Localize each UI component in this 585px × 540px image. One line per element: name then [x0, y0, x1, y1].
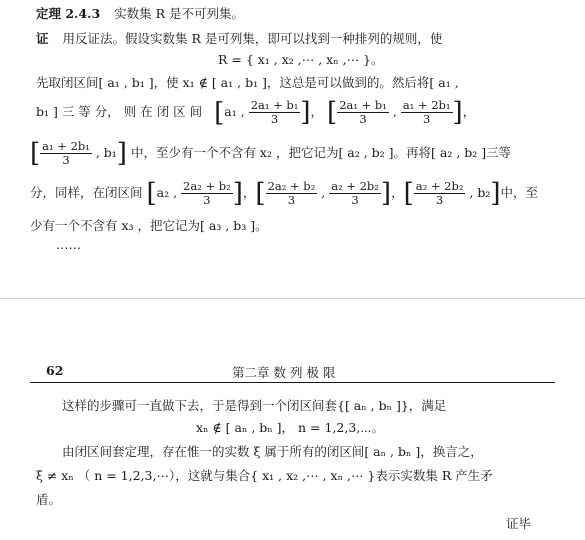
fraction-a2-2b2-b: $\frac{\text{a₂ + 2b₂}}{3}$ — [415, 179, 464, 207]
para-q4: ξ ≠ xₙ （ n = 1,2,3,⋯），这就与集合{ x₁ , x₂ ,⋯ , xₙ ,⋯ }表示实数集 R 产生矛 — [36, 468, 493, 483]
theorem-text: 实数集 R 是不可列集。 — [114, 6, 244, 21]
proof-text-1: 用反证法。假设实数集 R 是可列集，即可以找到一种排列的规则，使 — [62, 31, 443, 46]
chapter-header: 第二章 数 列 极 限 — [232, 365, 336, 380]
proof-line-5: 分，同样，在闭区间 [a₂ , $\frac{\text{2a₂ + b₂}}{3}$ ]，[ $\frac{\text{2a₂ + b₂}}{3}$ , $\frac{\text{a₂ + 2b₂}}{3}$ ]，[ $\frac{\text{a₂ + 2b₂}}{3}$ , b₂]中，至 — [30, 178, 539, 209]
theorem-line — [36, 6, 244, 22]
para-q5: 盾。 — [36, 492, 62, 507]
page-separator — [0, 298, 585, 299]
ellipsis: ⋯⋯ — [56, 240, 81, 255]
fraction-a2-2b2: $\frac{\text{a₂ + 2b₂}}{3}$ — [331, 179, 379, 207]
proof-text-5b: 中，至 — [500, 185, 539, 200]
fraction-2a1b1: $\frac{\text{2a₁ + b₁}}{3}$ — [339, 98, 387, 126]
proof-label: 证 — [36, 31, 49, 46]
proof-line-3: b₁ ] 三 等 分， 则 在 闭 区 间 [a₁ , $\frac{\text{2a₁ + b₁}}{3}$ ]， [ $\frac{\text{2a₁ + b₁}}{3}$ , $\frac{\text{a₁ + 2b₁}}{3}$ ]， — [36, 97, 476, 128]
para-q1: 这样的步骤可一直做下去，于是得到一个闭区间套{[ aₙ , bₙ ]}，满足 — [62, 398, 447, 413]
proof-line-2: 先取闭区间[ a₁ , b₁ ]，使 x₁ ∉ [ a₁ , b₁ ]，这总是可以做到的。然后将[ a₁ , — [36, 75, 459, 90]
qed-mark: 证毕 — [506, 516, 532, 531]
para-q2: xₙ ∉ [ aₙ , bₙ ]， n = 1,2,3,⋯。 — [196, 420, 385, 435]
header-rule — [30, 382, 555, 383]
fraction-2a2b2-b: $\frac{\text{2a₂ + b₂}}{3}$ — [267, 179, 316, 207]
proof-text-4: 中，至少有一个不含有 x₂ ，把它记为[ a₂ , b₂ ]。再将[ a₂ , b₂ ]三等 — [130, 145, 512, 160]
page-number: 62 — [46, 363, 64, 378]
para-q3: 由闭区间套定理，存在惟一的实数 ξ 属于所有的闭区间[ aₙ , bₙ ]，换言之， — [62, 444, 483, 459]
fraction-2a2b2: $\frac{\text{2a₂ + b₂}}{3}$ — [183, 179, 231, 207]
theorem-label: 定理 2.4.3 — [36, 6, 101, 21]
fraction-a1-2b1: $\frac{\text{a₁ + 2b₁}}{3}$ — [402, 98, 451, 126]
proof-text-5: 分，同样，在闭区间 — [30, 185, 143, 200]
proof-line-6: 少有一个不含有 x₃ ，把它记为[ a₃ , b₃ ]。 — [30, 218, 268, 233]
trisect-lead: b₁ ] 三 等 分， 则 在 闭 区 间 — [36, 104, 203, 119]
fraction-a1-b1-third: $\frac{\text{2a₁ + b₁}}{3}$ — [250, 98, 299, 126]
set-equation: R = { x₁ , x₂ ,⋯ , xₙ ,⋯ }。 — [218, 52, 384, 67]
fraction-a1-2b1-b: $\frac{\text{a₁ + 2b₁}}{3}$ — [42, 139, 90, 167]
proof-line-4: [ $\frac{\text{a₁ + 2b₁}}{3}$ , b₁] 中，至少有一个不含有 x₂ ，把它记为[ a₂ , b₂ ]。再将[ a₂ , b₂ ]三等 — [30, 138, 512, 169]
proof-line-1 — [36, 31, 442, 47]
